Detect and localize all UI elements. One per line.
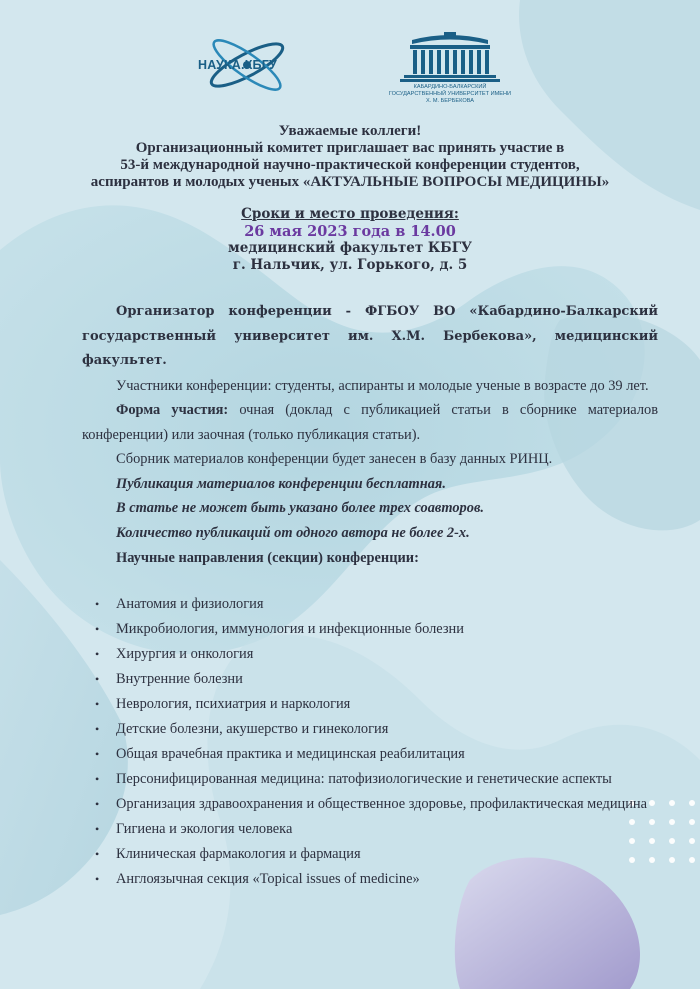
section-label: Анатомия и физиология bbox=[116, 596, 264, 612]
list-item bbox=[82, 843, 658, 865]
header-line-1: Организационный комитет приглашает вас принять участие в bbox=[135, 140, 565, 156]
list-item bbox=[82, 868, 658, 890]
participation-form-text: очная (доклад с публикацией статьи в сборнике материалов конференции) или заочная (только публикация статьи). bbox=[82, 402, 658, 443]
header-line-2: 53-й международной научно-практической конференции студентов, bbox=[120, 157, 580, 173]
section-label: Клиническая фармакология и фармация bbox=[116, 846, 361, 862]
publication-limit-note: Количество публикаций от одного автора не более 2-х. bbox=[116, 525, 470, 542]
list-item bbox=[82, 593, 658, 615]
section-label: Хирургия и онкология bbox=[116, 646, 254, 662]
venue-address: г. Нальчик, ул. Горького, д. 5 bbox=[232, 257, 468, 273]
section-label: Организация здравоохранения и общественное здоровье, профилактическая медицина bbox=[116, 796, 648, 812]
coauthors-note: В статье не может быть указано более трех соавторов. bbox=[116, 500, 484, 517]
list-item bbox=[82, 818, 658, 840]
list-item bbox=[82, 668, 658, 690]
section-label: Микробиология, иммунология и инфекционные болезни bbox=[116, 621, 464, 637]
section-label: Общая врачебная практика и медицинская реабилитация bbox=[116, 746, 465, 762]
bullet-icon: • bbox=[95, 847, 100, 861]
bullet-icon: • bbox=[95, 822, 100, 836]
bullet-icon: • bbox=[95, 597, 100, 611]
bullet-icon: • bbox=[95, 797, 100, 811]
bullet-icon: • bbox=[95, 747, 100, 761]
organizer-paragraph: Организатор конференции - ФГБОУ ВО «Кабардино-Балкарский государственный университет им. Х.М. Бербекова», медицинский факультет. bbox=[82, 304, 658, 368]
free-publication-note: Публикация материалов конференции бесплатная. bbox=[116, 475, 446, 492]
header-line-3: аспирантов и молодых ученых «АКТУАЛЬНЫЕ ВОПРОСЫ МЕДИЦИНЫ» bbox=[90, 174, 610, 190]
list-item bbox=[82, 743, 658, 765]
list-item bbox=[82, 618, 658, 640]
university-logo-text: КАБАРДИНО-БАЛКАРСКИЙ ГОСУДАРСТВЕННЫЙ УНИВЕРСИТЕТ ИМЕНИ Х. М. БЕРБЕКОВА bbox=[388, 84, 512, 104]
venue-date: 26 мая 2023 года в 14.00 bbox=[244, 223, 456, 240]
bullet-icon: • bbox=[95, 672, 100, 686]
invitation-header bbox=[60, 123, 640, 191]
section-label: Гигиена и экология человека bbox=[116, 821, 293, 837]
list-item bbox=[82, 793, 658, 815]
list-item bbox=[82, 718, 658, 740]
bullet-icon: • bbox=[95, 772, 100, 786]
venue-place: медицинский факультет КБГУ bbox=[228, 240, 472, 256]
section-label: Неврология, психиатрия и наркология bbox=[116, 696, 351, 712]
section-label: Детские болезни, акушерство и гинекология bbox=[116, 721, 389, 737]
rinc-paragraph: Сборник материалов конференции будет занесен в базу данных РИНЦ. bbox=[116, 451, 553, 468]
venue-block bbox=[60, 206, 640, 274]
greeting: Уважаемые коллеги! bbox=[278, 123, 422, 139]
section-label: Персонифицированная медицина: патофизиологические и генетические аспекты bbox=[116, 771, 612, 787]
bullet-icon: • bbox=[95, 647, 100, 661]
list-item bbox=[82, 693, 658, 715]
list-item bbox=[82, 643, 658, 665]
participation-form-paragraph bbox=[82, 398, 658, 447]
bullet-icon: • bbox=[95, 872, 100, 886]
conference-details bbox=[82, 300, 658, 570]
participants-paragraph: Участники конференции: студенты, аспиранты и молодые ученые в возрасте до 39 лет. bbox=[116, 377, 649, 394]
list-item bbox=[82, 768, 658, 790]
nauka-logo-text: НАУКА.КБГУ bbox=[198, 58, 277, 72]
section-label: Англоязычная секция «Topical issues of medicine» bbox=[116, 871, 420, 887]
venue-title: Сроки и место проведения: bbox=[241, 206, 459, 222]
bullet-icon: • bbox=[95, 622, 100, 636]
sections-list bbox=[82, 593, 658, 893]
university-building-icon bbox=[386, 28, 514, 84]
participation-form-label: Форма участия: bbox=[116, 402, 229, 419]
section-label: Внутренние болезни bbox=[116, 671, 243, 687]
nauka-logo bbox=[185, 30, 290, 100]
university-logo bbox=[386, 28, 514, 106]
bullet-icon: • bbox=[95, 722, 100, 736]
sections-title: Научные направления (секции) конференции: bbox=[116, 549, 419, 566]
bullet-icon: • bbox=[95, 697, 100, 711]
